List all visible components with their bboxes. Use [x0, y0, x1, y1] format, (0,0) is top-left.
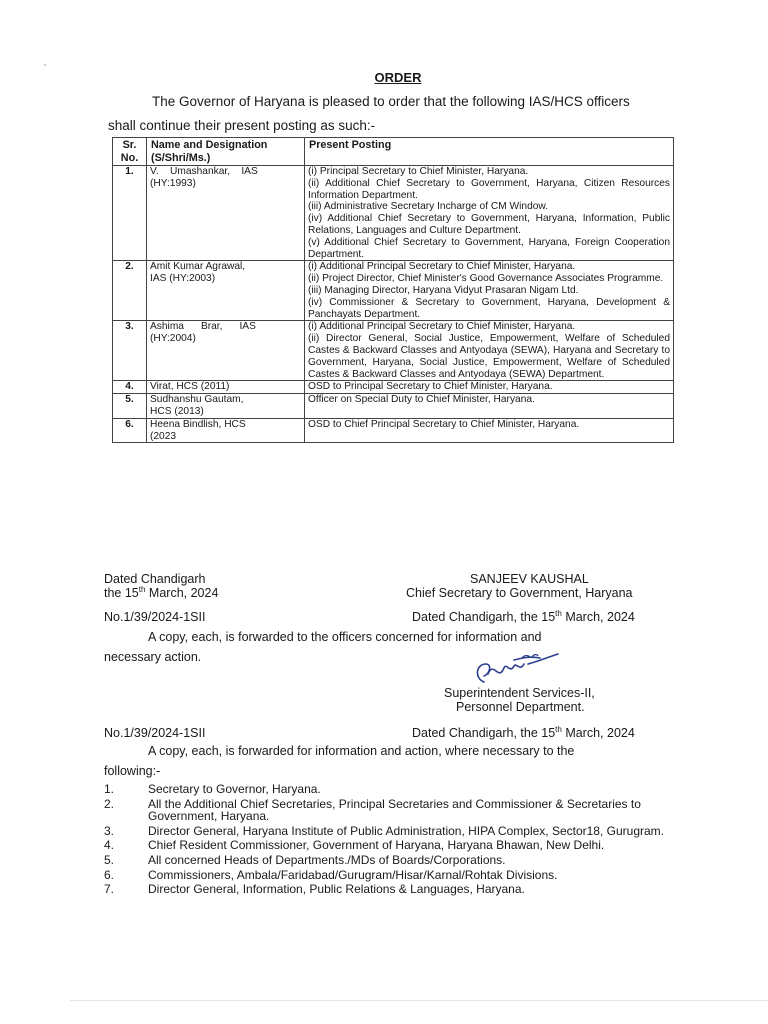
name-line: Virat, HCS (2011): [150, 381, 230, 393]
table-row: [113, 166, 674, 261]
list-item-text: Secretary to Governor, Haryana.: [148, 782, 321, 796]
list-item: [104, 825, 694, 838]
endorsement-1-text-line1: A copy, each, is forwarded to the officers concerned for information and: [148, 630, 542, 644]
row-name-designation: [147, 394, 305, 419]
posting-line: (iv) Commissioner & Secretary to Government, Haryana, Development & Panchayats Department.: [308, 296, 670, 320]
date-prefix: the 15: [104, 586, 139, 600]
list-item-number: 4.: [104, 838, 115, 853]
name-line: IAS (HY:2003): [150, 273, 216, 285]
row-sr-no: 6.: [113, 418, 147, 443]
list-item-text: All the Additional Chief Secretaries, Principal Secretaries and Commissioner & Secretaries to Government, Haryana.: [148, 796, 641, 824]
signatory-title: Chief Secretary to Government, Haryana: [406, 586, 633, 600]
posting-line: OSD to Principal Secretary to Chief Minister, Haryana.: [308, 381, 553, 393]
name-line: HCS (2013): [150, 405, 204, 417]
row-sr-no: 1.: [113, 166, 147, 261]
name-line: (2023: [150, 430, 177, 442]
posting-line: (iii) Administrative Secretary Incharge of CM Window.: [308, 201, 549, 213]
row-sr-no: 5.: [113, 394, 147, 419]
header-name-designation: [147, 138, 305, 166]
name-line: Ashima Brar, IAS: [150, 321, 256, 333]
dated-place: Dated Chandigarh: [104, 572, 206, 586]
signatory-name: SANJEEV KAUSHAL: [470, 572, 589, 586]
e2-dated-suffix: March, 2024: [561, 726, 635, 740]
row-present-posting: [305, 321, 674, 381]
scan-speck: [44, 64, 46, 66]
row-present-posting: [305, 166, 674, 261]
posting-line: OSD to Chief Principal Secretary to Chief Minister, Haryana.: [308, 418, 580, 430]
row-sr-no: 3.: [113, 321, 147, 381]
list-item-number: 6.: [104, 867, 115, 882]
posting-line: (i) Additional Principal Secretary to Chief Minister, Haryana.: [308, 321, 576, 333]
list-item-number: 3.: [104, 823, 115, 838]
list-item: [104, 798, 694, 823]
list-item-text: All concerned Heads of Departments./MDs of Boards/Corporations.: [148, 852, 506, 867]
posting-line: (ii) Project Director, Chief Minister's Good Governance Associates Programme.: [308, 273, 664, 285]
row-name-designation: [147, 321, 305, 381]
e1-dated-prefix: Dated Chandigarh, the 15: [412, 610, 556, 624]
posting-line: (ii) Director General, Social Justice, Empowerment, Welfare of Scheduled Castes & Backward Classes and Antyodaya (SEWA), Haryana and Secretary to Government, Haryana, Social Justice, Empowerment, Welfare of Scheduled Castes & Backward Classes and Antyodaya (SEWA) Department.: [308, 333, 670, 380]
date-sup: th: [138, 584, 146, 594]
name-line: Sudhanshu Gautam,: [150, 394, 244, 406]
list-item-number: 7.: [104, 882, 115, 897]
name-line: (HY:2004): [150, 333, 196, 345]
list-item-text: Chief Resident Commissioner, Government of Haryana, Haryana Bhawan, New Delhi.: [148, 838, 605, 853]
name-line: (HY:1993): [150, 177, 196, 189]
table-row: [113, 321, 674, 381]
header-present-posting: Present Posting: [305, 138, 674, 166]
e1-dated-suffix: March, 2024: [561, 610, 635, 624]
endorsement-1-dated: [412, 610, 635, 624]
postings-table: [112, 137, 674, 443]
name-line: V. Umashankar, IAS: [150, 166, 258, 177]
table-row: [113, 261, 674, 321]
header-name-line1: Name and Designation: [151, 139, 268, 151]
posting-line: (ii) Additional Chief Secretary to Government, Haryana, Citizen Resources Information Department.: [308, 177, 670, 201]
list-item: [104, 883, 694, 896]
header-name-line2: (S/Shri/Ms.): [151, 151, 211, 164]
posting-line: (iii) Managing Director, Haryana Vidyut Prasaran Nigam Ltd.: [308, 284, 579, 296]
superintendent-title: Superintendent Services-II,: [444, 686, 595, 700]
e2-dated-sup: th: [555, 724, 562, 734]
header-sr-line1: Sr.: [122, 139, 137, 151]
endorsement-2-number: No.1/39/2024-1SII: [104, 726, 206, 740]
row-sr-no: 4.: [113, 381, 147, 394]
intro-line-2: shall continue their present posting as such:-: [108, 118, 376, 133]
date-suffix: March, 2024: [145, 586, 219, 600]
row-name-designation: [147, 261, 305, 321]
table-body: [113, 166, 674, 443]
intro-line-1: The Governor of Haryana is pleased to order that the following IAS/HCS officers: [152, 94, 630, 109]
personnel-department: Personnel Department.: [456, 700, 585, 714]
table-row: [113, 394, 674, 419]
endorsement-1-text-line2: necessary action.: [104, 650, 202, 664]
row-present-posting: [305, 261, 674, 321]
list-item-text: Director General, Information, Public Relations & Languages, Haryana.: [148, 882, 525, 897]
list-item: [104, 839, 694, 852]
endorsement-2-dated: [412, 726, 635, 740]
name-line: Heena Bindlish, HCS: [150, 418, 246, 430]
table-row: [113, 418, 674, 443]
posting-line: (iv) Additional Chief Secretary to Government, Haryana, Information, Public Relations, Languages and Culture Department.: [308, 213, 670, 236]
endorsement-2-text-line1: A copy, each, is forwarded for information and action, where necessary to the: [148, 744, 575, 758]
posting-line: (i) Additional Principal Secretary to Chief Minister, Haryana.: [308, 261, 576, 273]
endorsement-2-text-line2: following:-: [104, 764, 161, 778]
endorsement-1-number: No.1/39/2024-1SII: [104, 610, 206, 624]
order-title: ORDER: [374, 70, 422, 85]
posting-line: Officer on Special Duty to Chief Minister, Haryana.: [308, 394, 535, 406]
table-header-row: [113, 138, 674, 166]
distribution-list: [104, 783, 694, 898]
list-item-number: 1.: [104, 782, 115, 796]
list-item: [104, 783, 694, 796]
header-sr-line2: No.: [120, 151, 139, 164]
e2-dated-prefix: Dated Chandigarh, the 15: [412, 726, 556, 740]
list-item-number: 5.: [104, 852, 115, 867]
list-item-number: 2.: [104, 796, 115, 811]
posting-line: (v) Additional Chief Secretary to Government, Haryana, Foreign Cooperation Department.: [308, 236, 670, 260]
name-line: Amit Kumar Agrawal,: [150, 261, 246, 273]
row-present-posting: [305, 394, 674, 419]
list-item: [104, 869, 694, 882]
list-item: [104, 854, 694, 867]
row-name-designation: [147, 418, 305, 443]
header-sr-no: [113, 138, 147, 166]
list-item-text: Commissioners, Ambala/Faridabad/Gurugram/Hisar/Karnal/Rohtak Divisions.: [148, 867, 558, 882]
row-name-designation: [147, 166, 305, 261]
handwritten-signature: [470, 652, 560, 688]
e1-dated-sup: th: [555, 608, 562, 618]
table-row: [113, 381, 674, 394]
list-item-text: Director General, Haryana Institute of Public Administration, HIPA Complex, Sector18, Gurugram.: [148, 823, 664, 838]
page-edge-line: [70, 1000, 768, 1001]
dated-date: [104, 586, 218, 600]
row-sr-no: 2.: [113, 261, 147, 321]
row-name-designation: [147, 381, 305, 394]
row-present-posting: [305, 418, 674, 443]
posting-line: (i) Principal Secretary to Chief Minister, Haryana.: [308, 166, 529, 177]
row-present-posting: [305, 381, 674, 394]
